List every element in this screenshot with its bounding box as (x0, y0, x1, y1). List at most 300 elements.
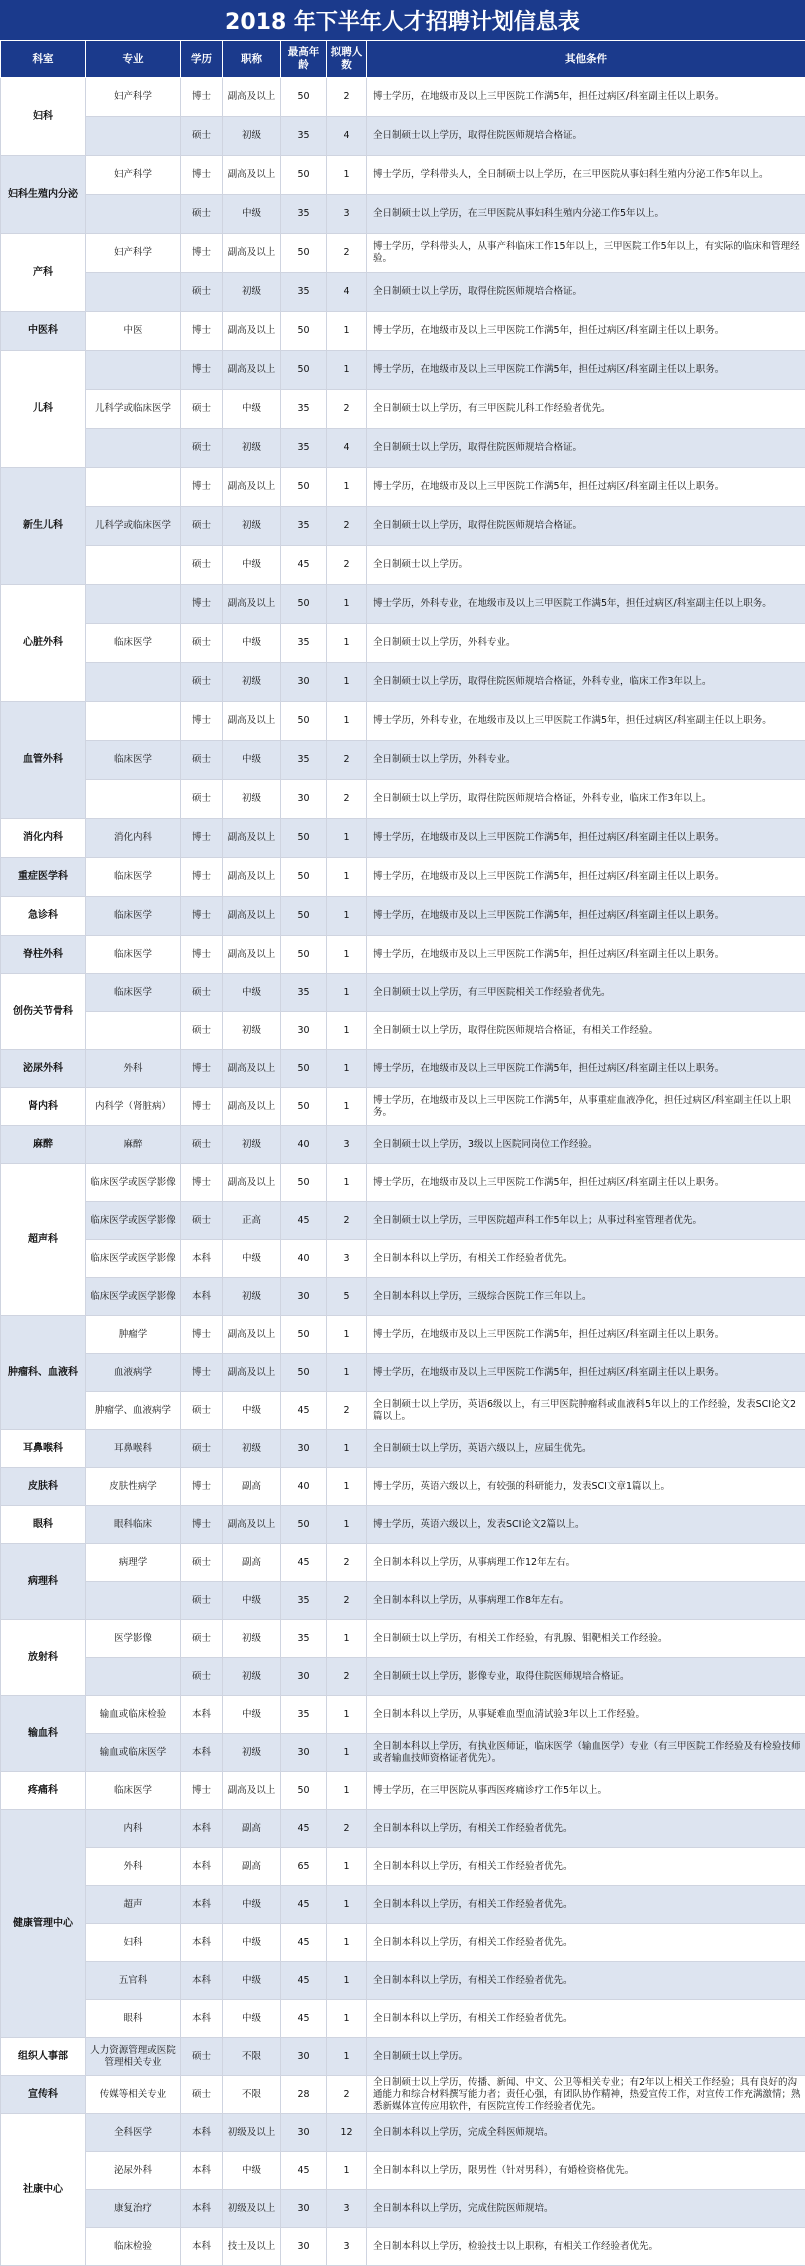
major-cell: 医学影像 (86, 1620, 181, 1658)
max-age-cell: 35 (281, 1620, 327, 1658)
table-row (1, 1924, 805, 1962)
conditions-cell: 博士学历，学科带头人，全日制硕士以上学历，在三甲医院从事妇科生殖内分泌工作5年以上。 (367, 156, 805, 195)
major-cell (86, 663, 181, 702)
major-cell: 皮肤性病学 (86, 1468, 181, 1506)
degree-cell: 本科 (181, 2152, 223, 2190)
count-cell: 1 (327, 1696, 367, 1734)
major-cell: 泌尿外科 (86, 2152, 181, 2190)
major-cell: 内科学（肾脏病） (86, 1088, 181, 1126)
max-age-cell: 40 (281, 1240, 327, 1278)
conditions-cell: 全日制本科以上学历，完成全科医师规培。 (367, 2114, 805, 2152)
degree-cell: 本科 (181, 2114, 223, 2152)
degree-cell: 硕士 (181, 1620, 223, 1658)
conditions-cell: 博士学历，学科带头人，从事产科临床工作15年以上，三甲医院工作5年以上，有实际的临床和管理经验。 (367, 234, 805, 273)
count-cell: 2 (327, 78, 367, 117)
count-cell: 1 (327, 1430, 367, 1468)
dept-cell: 健康管理中心 (1, 1810, 86, 2038)
table-row (1, 195, 805, 234)
table-row (1, 1126, 805, 1164)
major-cell: 外科 (86, 1848, 181, 1886)
degree-cell: 硕士 (181, 1658, 223, 1696)
major-cell: 临床医学或医学影像 (86, 1278, 181, 1316)
count-cell: 4 (327, 429, 367, 468)
max-age-cell: 50 (281, 585, 327, 624)
table-row (1, 2000, 805, 2038)
max-age-cell: 45 (281, 1962, 327, 2000)
title-cell: 副高及以上 (223, 351, 281, 390)
dept-cell: 耳鼻喉科 (1, 1430, 86, 1468)
degree-cell: 博士 (181, 1506, 223, 1544)
page-title: 2018 年下半年人才招聘计划信息表 (0, 0, 805, 40)
count-cell: 1 (327, 1354, 367, 1392)
title-cell: 初级 (223, 1278, 281, 1316)
table-row (1, 117, 805, 156)
major-cell: 麻醉 (86, 1126, 181, 1164)
degree-cell: 博士 (181, 702, 223, 741)
max-age-cell: 45 (281, 1924, 327, 1962)
conditions-cell: 全日制硕士以上学历，取得住院医师规培合格证，有相关工作经验。 (367, 1012, 805, 1050)
conditions-cell: 全日制本科以上学历，从事疑难血型血清试验3年以上工作经验。 (367, 1696, 805, 1734)
table-row (1, 351, 805, 390)
table-row (1, 2228, 805, 2266)
major-cell: 传媒等相关专业 (86, 2076, 181, 2114)
degree-cell: 博士 (181, 1164, 223, 1202)
title-cell: 初级 (223, 1658, 281, 1696)
conditions-cell: 博士学历，在地级市及以上三甲医院工作满5年，担任过病区/科室副主任以上职务。 (367, 351, 805, 390)
major-cell (86, 702, 181, 741)
table-row (1, 1088, 805, 1126)
header-degree: 学历 (181, 41, 223, 78)
count-cell: 2 (327, 1582, 367, 1620)
conditions-cell: 全日制硕士以上学历，外科专业。 (367, 624, 805, 663)
count-cell: 3 (327, 1126, 367, 1164)
count-cell: 1 (327, 702, 367, 741)
title-cell: 初级 (223, 429, 281, 468)
count-cell: 1 (327, 897, 367, 936)
degree-cell: 博士 (181, 1468, 223, 1506)
major-cell: 临床医学 (86, 1772, 181, 1810)
title-cell: 初级 (223, 1734, 281, 1772)
major-cell: 妇产科学 (86, 234, 181, 273)
degree-cell: 本科 (181, 1848, 223, 1886)
max-age-cell: 35 (281, 974, 327, 1012)
dept-cell: 妇科 (1, 78, 86, 156)
count-cell: 2 (327, 507, 367, 546)
major-cell: 临床医学或医学影像 (86, 1202, 181, 1240)
title-cell: 中级 (223, 1924, 281, 1962)
table-row (1, 663, 805, 702)
conditions-cell: 博士学历，在地级市及以上三甲医院工作满5年，从事重症血液净化，担任过病区/科室副主任以上职务。 (367, 1088, 805, 1126)
count-cell: 1 (327, 2000, 367, 2038)
major-cell (86, 468, 181, 507)
count-cell: 1 (327, 1088, 367, 1126)
table-row (1, 390, 805, 429)
max-age-cell: 30 (281, 1278, 327, 1316)
major-cell: 眼科 (86, 2000, 181, 2038)
table-row (1, 702, 805, 741)
degree-cell: 硕士 (181, 1430, 223, 1468)
table-row (1, 1696, 805, 1734)
major-cell: 临床检验 (86, 2228, 181, 2266)
conditions-cell: 全日制硕士以上学历，取得住院医师规培合格证。 (367, 507, 805, 546)
title-cell: 副高及以上 (223, 1772, 281, 1810)
count-cell: 2 (327, 1392, 367, 1430)
header-conditions: 其他条件 (367, 41, 805, 78)
title-cell: 初级 (223, 507, 281, 546)
max-age-cell: 65 (281, 1848, 327, 1886)
major-cell: 输血或临床医学 (86, 1734, 181, 1772)
count-cell: 2 (327, 390, 367, 429)
count-cell: 1 (327, 936, 367, 974)
major-cell (86, 1582, 181, 1620)
title-cell: 初级 (223, 1126, 281, 1164)
max-age-cell: 35 (281, 117, 327, 156)
conditions-cell: 全日制硕士以上学历，有三甲医院儿科工作经验者优先。 (367, 390, 805, 429)
table-row (1, 1316, 805, 1354)
max-age-cell: 35 (281, 1582, 327, 1620)
dept-cell: 皮肤科 (1, 1468, 86, 1506)
table-row (1, 312, 805, 351)
title-cell: 副高及以上 (223, 1506, 281, 1544)
major-cell (86, 585, 181, 624)
conditions-cell: 全日制硕士以上学历，取得住院医师规培合格证。 (367, 273, 805, 312)
max-age-cell: 30 (281, 1012, 327, 1050)
max-age-cell: 50 (281, 936, 327, 974)
conditions-cell: 全日制硕士以上学历，取得住院医师规培合格证，外科专业，临床工作3年以上。 (367, 780, 805, 819)
dept-cell: 妇科生殖内分泌 (1, 156, 86, 234)
max-age-cell: 50 (281, 1772, 327, 1810)
table-row (1, 1506, 805, 1544)
max-age-cell: 50 (281, 858, 327, 897)
dept-cell: 重症医学科 (1, 858, 86, 897)
major-cell: 临床医学 (86, 624, 181, 663)
max-age-cell: 28 (281, 2076, 327, 2114)
max-age-cell: 50 (281, 1050, 327, 1088)
major-cell: 全科医学 (86, 2114, 181, 2152)
table-row (1, 1012, 805, 1050)
conditions-cell: 博士学历，在地级市及以上三甲医院工作满5年，担任过病区/科室副主任以上职务。 (367, 468, 805, 507)
conditions-cell: 博士学历，在地级市及以上三甲医院工作满5年，担任过病区/科室副主任以上职务。 (367, 1316, 805, 1354)
major-cell: 内科 (86, 1810, 181, 1848)
max-age-cell: 50 (281, 1506, 327, 1544)
degree-cell: 博士 (181, 1316, 223, 1354)
degree-cell: 博士 (181, 312, 223, 351)
conditions-cell: 全日制本科以上学历，有相关工作经验者优先。 (367, 2000, 805, 2038)
max-age-cell: 50 (281, 1088, 327, 1126)
count-cell: 1 (327, 1848, 367, 1886)
conditions-cell: 全日制硕士以上学历。 (367, 2038, 805, 2076)
degree-cell: 本科 (181, 1696, 223, 1734)
conditions-cell: 全日制本科以上学历，从事病理工作8年左右。 (367, 1582, 805, 1620)
count-cell: 1 (327, 1164, 367, 1202)
max-age-cell: 30 (281, 780, 327, 819)
degree-cell: 博士 (181, 156, 223, 195)
major-cell: 临床医学 (86, 741, 181, 780)
degree-cell: 博士 (181, 585, 223, 624)
count-cell: 4 (327, 273, 367, 312)
major-cell (86, 117, 181, 156)
max-age-cell: 50 (281, 156, 327, 195)
max-age-cell: 30 (281, 1658, 327, 1696)
table-row (1, 2152, 805, 2190)
count-cell: 1 (327, 819, 367, 858)
max-age-cell: 50 (281, 468, 327, 507)
max-age-cell: 45 (281, 546, 327, 585)
degree-cell: 硕士 (181, 663, 223, 702)
title-cell: 副高及以上 (223, 1164, 281, 1202)
table-row (1, 624, 805, 663)
degree-cell: 博士 (181, 78, 223, 117)
conditions-cell: 全日制硕士以上学历，外科专业。 (367, 741, 805, 780)
major-cell: 病理学 (86, 1544, 181, 1582)
degree-cell: 博士 (181, 468, 223, 507)
dept-cell: 创伤关节骨科 (1, 974, 86, 1050)
degree-cell: 硕士 (181, 2076, 223, 2114)
table-row (1, 1202, 805, 1240)
count-cell: 1 (327, 1962, 367, 2000)
table-row (1, 780, 805, 819)
max-age-cell: 35 (281, 429, 327, 468)
degree-cell: 本科 (181, 2190, 223, 2228)
degree-cell: 博士 (181, 897, 223, 936)
title-cell: 副高 (223, 1810, 281, 1848)
degree-cell: 本科 (181, 2000, 223, 2038)
title-cell: 正高 (223, 1202, 281, 1240)
conditions-cell: 全日制本科以上学历，有执业医师证，临床医学（输血医学）专业（有三甲医院工作经验及有检验技师或者输血技师资格证者优先）。 (367, 1734, 805, 1772)
max-age-cell: 50 (281, 1316, 327, 1354)
count-cell: 2 (327, 234, 367, 273)
table-row (1, 273, 805, 312)
count-cell: 3 (327, 195, 367, 234)
degree-cell: 博士 (181, 1354, 223, 1392)
max-age-cell: 40 (281, 1468, 327, 1506)
degree-cell: 本科 (181, 2228, 223, 2266)
degree-cell: 硕士 (181, 1012, 223, 1050)
title-cell: 副高及以上 (223, 312, 281, 351)
table-row (1, 936, 805, 974)
title-cell: 副高及以上 (223, 78, 281, 117)
count-cell: 1 (327, 1772, 367, 1810)
dept-cell: 眼科 (1, 1506, 86, 1544)
degree-cell: 本科 (181, 1734, 223, 1772)
dept-cell: 产科 (1, 234, 86, 312)
count-cell: 1 (327, 351, 367, 390)
major-cell: 临床医学或医学影像 (86, 1164, 181, 1202)
conditions-cell: 博士学历，英语六级以上，有较强的科研能力，发表SCI文章1篇以上。 (367, 1468, 805, 1506)
table-row (1, 1658, 805, 1696)
count-cell: 1 (327, 1012, 367, 1050)
count-cell: 4 (327, 117, 367, 156)
degree-cell: 硕士 (181, 1202, 223, 1240)
title-cell: 中级 (223, 1582, 281, 1620)
max-age-cell: 35 (281, 507, 327, 546)
table-row (1, 1962, 805, 2000)
major-cell: 临床医学 (86, 936, 181, 974)
conditions-cell: 全日制硕士以上学历，在三甲医院从事妇科生殖内分泌工作5年以上。 (367, 195, 805, 234)
title-cell: 初级 (223, 117, 281, 156)
dept-cell: 脊柱外科 (1, 936, 86, 974)
table-row (1, 585, 805, 624)
degree-cell: 博士 (181, 1050, 223, 1088)
major-cell: 儿科学或临床医学 (86, 507, 181, 546)
table-row (1, 2190, 805, 2228)
dept-cell: 病理科 (1, 1544, 86, 1620)
count-cell: 3 (327, 2190, 367, 2228)
dept-cell: 疼痛科 (1, 1772, 86, 1810)
count-cell: 1 (327, 468, 367, 507)
count-cell: 1 (327, 858, 367, 897)
degree-cell: 博士 (181, 1088, 223, 1126)
conditions-cell: 博士学历，在地级市及以上三甲医院工作满5年，担任过病区/科室副主任以上职务。 (367, 936, 805, 974)
count-cell: 2 (327, 1810, 367, 1848)
max-age-cell: 50 (281, 234, 327, 273)
count-cell: 2 (327, 1544, 367, 1582)
title-cell: 中级 (223, 1392, 281, 1430)
major-cell: 肿瘤学 (86, 1316, 181, 1354)
conditions-cell: 博士学历，在地级市及以上三甲医院工作满5年，担任过病区/科室副主任以上职务。 (367, 312, 805, 351)
title-cell: 副高及以上 (223, 585, 281, 624)
conditions-cell: 全日制硕士以上学历，传播、新闻、中文、公卫等相关专业；有2年以上相关工作经验；具有良好的沟通能力和综合材料撰写能力者；责任心强，有团队协作精神，热爱宣传工作，对宣传工作充满激情；熟悉新媒体宣传应用软件，有医院宣传工作经验者优先。 (367, 2076, 805, 2114)
conditions-cell: 博士学历，在地级市及以上三甲医院工作满5年，担任过病区/科室副主任以上职务。 (367, 1164, 805, 1202)
major-cell: 妇产科学 (86, 156, 181, 195)
count-cell: 1 (327, 1506, 367, 1544)
conditions-cell: 博士学历，在地级市及以上三甲医院工作满5年，担任过病区/科室副主任以上职务。 (367, 1354, 805, 1392)
count-cell: 1 (327, 663, 367, 702)
conditions-cell: 博士学历，在地级市及以上三甲医院工作满5年，担任过病区/科室副主任以上职务。 (367, 819, 805, 858)
table-row (1, 1734, 805, 1772)
max-age-cell: 30 (281, 663, 327, 702)
count-cell: 1 (327, 1316, 367, 1354)
title-cell: 中级 (223, 1886, 281, 1924)
degree-cell: 硕士 (181, 507, 223, 546)
conditions-cell: 全日制硕士以上学历，有三甲医院相关工作经验者优先。 (367, 974, 805, 1012)
title-cell: 副高 (223, 1544, 281, 1582)
major-cell (86, 351, 181, 390)
degree-cell: 博士 (181, 234, 223, 273)
conditions-cell: 全日制硕士以上学历，取得住院医师规培合格证。 (367, 429, 805, 468)
title-cell: 初级 (223, 1620, 281, 1658)
count-cell: 2 (327, 1202, 367, 1240)
count-cell: 2 (327, 1658, 367, 1696)
conditions-cell: 全日制本科以上学历，完成住院医师规培。 (367, 2190, 805, 2228)
major-cell: 临床医学 (86, 974, 181, 1012)
dept-cell: 肾内科 (1, 1088, 86, 1126)
major-cell: 眼科临床 (86, 1506, 181, 1544)
title-cell: 中级 (223, 2152, 281, 2190)
count-cell: 2 (327, 741, 367, 780)
conditions-cell: 全日制硕士以上学历，取得住院医师规培合格证，外科专业，临床工作3年以上。 (367, 663, 805, 702)
count-cell: 1 (327, 2152, 367, 2190)
max-age-cell: 30 (281, 2038, 327, 2076)
major-cell: 临床医学 (86, 897, 181, 936)
max-age-cell: 35 (281, 1696, 327, 1734)
count-cell: 1 (327, 624, 367, 663)
count-cell: 1 (327, 1050, 367, 1088)
major-cell: 五官科 (86, 1962, 181, 2000)
conditions-cell: 全日制本科以上学历，检验技士以上职称，有相关工作经验者优先。 (367, 2228, 805, 2266)
major-cell: 超声 (86, 1886, 181, 1924)
max-age-cell: 45 (281, 2000, 327, 2038)
conditions-cell: 全日制硕士以上学历，英语6级以上，有三甲医院肿瘤科或血液科5年以上的工作经验，发表SCI论文2篇以上。 (367, 1392, 805, 1430)
title-cell: 副高及以上 (223, 702, 281, 741)
title-cell: 初级 (223, 663, 281, 702)
table-row (1, 1848, 805, 1886)
conditions-cell: 博士学历，外科专业，在地级市及以上三甲医院工作满5年，担任过病区/科室副主任以上职务。 (367, 585, 805, 624)
degree-cell: 硕士 (181, 1392, 223, 1430)
title-cell: 中级 (223, 2000, 281, 2038)
dept-cell: 心脏外科 (1, 585, 86, 702)
conditions-cell: 全日制硕士以上学历，三甲医院超声科工作5年以上；从事过科室管理者优先。 (367, 1202, 805, 1240)
conditions-cell: 博士学历，在三甲医院从事西医疼痛诊疗工作5年以上。 (367, 1772, 805, 1810)
conditions-cell: 全日制硕士以上学历。 (367, 546, 805, 585)
max-age-cell: 40 (281, 1126, 327, 1164)
table-row (1, 2114, 805, 2152)
title-cell: 副高及以上 (223, 1050, 281, 1088)
table-row (1, 234, 805, 273)
conditions-cell: 博士学历，英语六级以上，发表SCI论文2篇以上。 (367, 1506, 805, 1544)
conditions-cell: 全日制本科以上学历，从事病理工作12年左右。 (367, 1544, 805, 1582)
conditions-cell: 博士学历，在地级市及以上三甲医院工作满5年，担任过病区/科室副主任以上职务。 (367, 858, 805, 897)
table-row (1, 1164, 805, 1202)
max-age-cell: 45 (281, 1544, 327, 1582)
title-cell: 副高 (223, 1468, 281, 1506)
title-cell: 副高及以上 (223, 858, 281, 897)
major-cell: 人力资源管理或医院管理相关专业 (86, 2038, 181, 2076)
table-row (1, 1810, 805, 1848)
count-cell: 1 (327, 1886, 367, 1924)
title-cell: 中级 (223, 195, 281, 234)
max-age-cell: 45 (281, 1392, 327, 1430)
title-cell: 副高 (223, 1848, 281, 1886)
conditions-cell: 博士学历，外科专业，在地级市及以上三甲医院工作满5年，担任过病区/科室副主任以上职务。 (367, 702, 805, 741)
table-row (1, 2038, 805, 2076)
max-age-cell: 50 (281, 312, 327, 351)
count-cell: 5 (327, 1278, 367, 1316)
conditions-cell: 全日制硕士以上学历，有相关工作经验，有乳腺、钼靶相关工作经验。 (367, 1620, 805, 1658)
major-cell (86, 1658, 181, 1696)
max-age-cell: 45 (281, 1202, 327, 1240)
degree-cell: 硕士 (181, 624, 223, 663)
max-age-cell: 35 (281, 741, 327, 780)
table-row (1, 897, 805, 936)
title-cell: 副高及以上 (223, 1088, 281, 1126)
dept-cell: 输血科 (1, 1696, 86, 1772)
max-age-cell: 50 (281, 1164, 327, 1202)
degree-cell: 硕士 (181, 741, 223, 780)
header-major: 专业 (86, 41, 181, 78)
dept-cell: 血管外科 (1, 702, 86, 819)
count-cell: 1 (327, 1620, 367, 1658)
conditions-cell: 全日制本科以上学历，有相关工作经验者优先。 (367, 1962, 805, 2000)
table-row (1, 2076, 805, 2114)
header-dept: 科室 (1, 41, 86, 78)
max-age-cell: 30 (281, 2228, 327, 2266)
conditions-cell: 全日制本科以上学历，限男性（针对男科），有婚检资格优先。 (367, 2152, 805, 2190)
count-cell: 1 (327, 1468, 367, 1506)
title-cell: 初级 (223, 1430, 281, 1468)
major-cell: 肿瘤学、血液病学 (86, 1392, 181, 1430)
table-row (1, 819, 805, 858)
table-row (1, 1430, 805, 1468)
major-cell (86, 1012, 181, 1050)
count-cell: 3 (327, 2228, 367, 2266)
degree-cell: 硕士 (181, 1126, 223, 1164)
max-age-cell: 30 (281, 1430, 327, 1468)
header-count: 拟聘人数 (327, 41, 367, 78)
table-row (1, 78, 805, 117)
title-cell: 副高及以上 (223, 1354, 281, 1392)
dept-cell: 组织人事部 (1, 2038, 86, 2076)
